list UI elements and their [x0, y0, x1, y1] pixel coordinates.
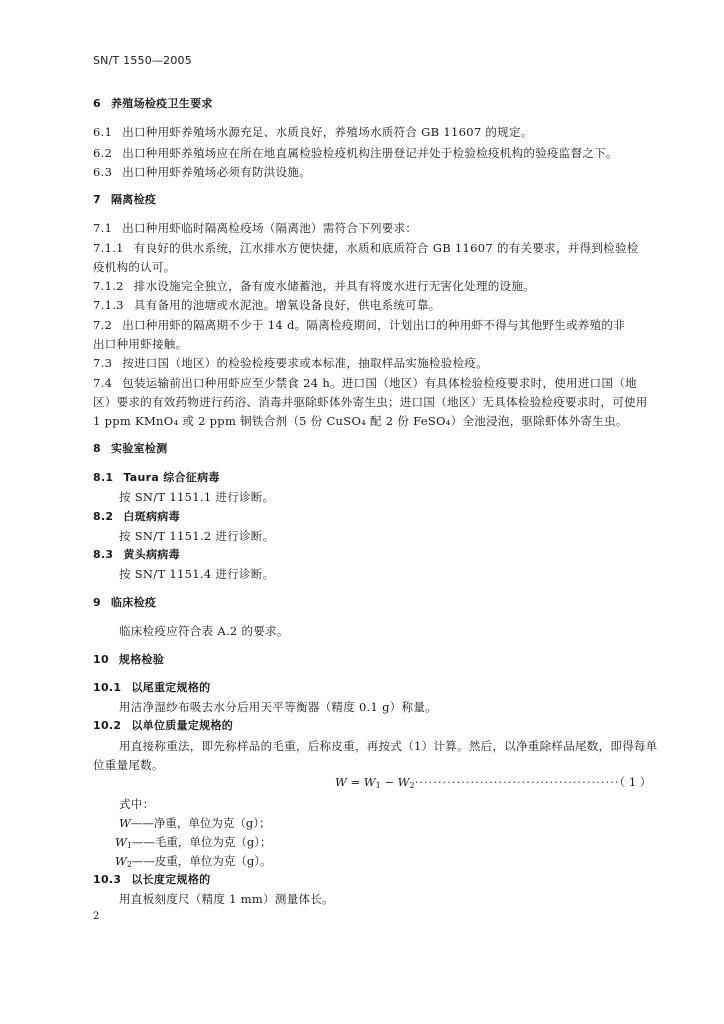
variable-symbol: W	[119, 816, 131, 830]
section-10-heading	[93, 653, 164, 667]
clause-8-3-heading	[93, 548, 180, 562]
clause-text: 按进口国（地区）的检验检疫要求或本标准，抽取样品实施检验检疫。	[122, 356, 488, 370]
clause-title: 以长度定规格的	[131, 873, 211, 886]
section-number: 10	[93, 653, 109, 666]
clause-text: 出口种用虾临时隔离检疫场（隔离池）需符合下列要求：	[122, 221, 418, 235]
section-title: 养殖场检疫卫生要求	[110, 97, 213, 110]
section-number: 8	[93, 442, 101, 455]
variable-symbol: W	[115, 854, 127, 868]
section-title: 实验室检测	[110, 442, 168, 455]
variable-description: ——皮重，单位为克（g）。	[131, 854, 272, 868]
clause-text: 具有备用的池塘或水泥池。增氧设备良好，供电系统可靠。	[133, 298, 441, 312]
clause-number: 7.1.1	[93, 241, 124, 255]
clause-10-3-heading	[93, 873, 210, 887]
section-9-text: 临床检疫应符合表 A.2 的要求。	[119, 624, 289, 638]
formula-minus: −	[384, 775, 394, 789]
variable-w2-definition	[115, 854, 272, 872]
clause-number: 10.2	[93, 719, 122, 732]
clause-number: 8.3	[93, 548, 114, 561]
section-number: 6	[93, 97, 101, 110]
clause-8-2-text: 按 SN/T 1151.2 进行诊断。	[119, 529, 275, 543]
clause-7-1-3	[93, 298, 441, 312]
section-7-heading	[93, 193, 156, 207]
clause-10-2-heading	[93, 719, 233, 733]
clause-number: 10.1	[93, 681, 122, 694]
section-6-heading	[93, 97, 213, 111]
variable-subscript: 1	[126, 841, 132, 850]
clause-title: 以尾重定规格的	[131, 681, 211, 694]
clause-title: Taura 综合征病毒	[123, 471, 220, 484]
formula-1	[335, 774, 651, 790]
section-title: 隔离检疫	[110, 193, 157, 206]
clause-text: 排水设施完全独立，备有废水储蓄池，并具有将废水进行无害化处理的设施。	[133, 279, 535, 293]
clause-number: 7.1.3	[93, 298, 124, 312]
clause-text: 出口种用虾的隔离期不少于 14 d。隔离检疫期间，计划出口的种用虾不得与其他野生或养殖的非	[122, 318, 626, 332]
clause-7-1-2	[93, 279, 535, 293]
clause-number: 6.1	[93, 125, 113, 139]
standard-number-header: SN/T 1550—2005	[93, 54, 192, 67]
clause-number: 7.3	[93, 356, 113, 370]
formula-w2: W	[397, 775, 410, 789]
section-number: 7	[93, 193, 101, 206]
clause-10-2-cont: 位重量尾数。	[93, 758, 164, 772]
clause-10-3-text: 用直板刻度尺（精度 1 mm）测量体长。	[119, 892, 334, 906]
formula-w2-subscript: 2	[409, 781, 415, 790]
clause-10-2-text: 用直接称重法，即先称样品的毛重，后称皮重，再按式（1）计算。然后，以净重除样品尾数，即得每单	[119, 739, 658, 753]
clause-8-1-text: 按 SN/T 1151.1 进行诊断。	[119, 490, 275, 504]
page-number: 2	[93, 911, 100, 922]
formula-equals: =	[350, 775, 361, 789]
section-9-heading	[93, 596, 156, 610]
clause-6-2	[93, 146, 618, 160]
clause-number: 10.3	[93, 873, 122, 886]
clause-number: 7.1.2	[93, 279, 124, 293]
clause-number: 6.2	[93, 146, 113, 160]
variable-w-definition	[119, 816, 270, 830]
clause-title: 白斑病病毒	[123, 510, 180, 523]
formula-w1-subscript: 1	[375, 781, 381, 790]
clause-7-4-cont-2: 1 ppm KMnO₄ 或 2 ppm 铜铁合剂（5 份 CuSO₄ 配 2 份 FeSO₄）全池浸泡，驱除虾体外寄生虫。	[93, 414, 628, 428]
clause-7-3	[93, 356, 488, 370]
clause-text: 有良好的供水系统，江水排水方便快捷，水质和底质符合 GB 11607 的有关要求，并得到检验检	[133, 241, 639, 255]
clause-number: 8.1	[93, 471, 114, 484]
variable-subscript: 2	[126, 860, 132, 869]
clause-7-4-cont-1: 区）要求的有效药物进行药浴、消毒并驱除虾体外寄生虫；进口国（地区）无具体检验检疫要求时，可使用	[93, 395, 648, 409]
clause-7-2	[93, 318, 625, 332]
clause-number: 7.1	[93, 221, 113, 235]
clause-number: 7.2	[93, 318, 113, 332]
formula-lhs: W	[335, 775, 347, 789]
clause-10-1-text: 用洁净湿纱布吸去水分后用天平等衡器（精度 0.1 g）称量。	[119, 700, 437, 714]
formula-number: （ 1 ）	[619, 775, 652, 789]
clause-number: 8.2	[93, 510, 114, 523]
clause-7-1-1-cont: 疫机构的认可。	[93, 260, 176, 274]
clause-number: 6.3	[93, 165, 113, 179]
clause-text: 出口种用虾养殖场必须有防洪设施。	[122, 165, 312, 179]
clause-8-1-heading	[93, 471, 220, 485]
formula-w1: W	[363, 775, 376, 789]
section-8-heading	[93, 442, 167, 456]
clause-7-2-cont: 出口种用虾接触。	[93, 337, 188, 351]
variable-description: ——毛重，单位为克（g）；	[131, 835, 272, 849]
clause-text: 出口种用虾养殖场水源充足、水质良好，养殖场水质符合 GB 11607 的规定。	[122, 125, 533, 139]
clause-7-1	[93, 221, 417, 235]
formula-leader-dots: ············································	[414, 775, 620, 789]
clause-text: 出口种用虾养殖场应在所在地直属检验检疫机构注册登记并处于检验检疫机构的验疫监督之下。	[122, 146, 618, 160]
clause-number: 7.4	[93, 376, 113, 390]
section-title: 规格检验	[118, 653, 165, 666]
clause-6-1	[93, 125, 533, 139]
clause-text: 包装运输前出口种用虾应至少禁食 24 h。进口国（地区）有具体检验检疫要求时，使用进口国（地	[122, 376, 637, 390]
clause-title: 黄头病病毒	[123, 548, 180, 561]
formula-where-label: 式中：	[119, 797, 155, 811]
variable-symbol: W	[115, 835, 127, 849]
clause-title: 以单位质量定规格的	[131, 719, 234, 732]
clause-6-3	[93, 165, 311, 179]
clause-8-2-heading	[93, 510, 180, 524]
clause-10-1-heading	[93, 681, 210, 695]
clause-7-1-1	[93, 241, 639, 255]
variable-description: ——净重，单位为克（g）；	[130, 816, 271, 830]
clause-8-3-text: 按 SN/T 1151.4 进行诊断。	[119, 567, 275, 581]
section-number: 9	[93, 596, 101, 609]
clause-7-4	[93, 376, 637, 390]
variable-w1-definition	[115, 835, 272, 853]
section-title: 临床检疫	[110, 596, 157, 609]
